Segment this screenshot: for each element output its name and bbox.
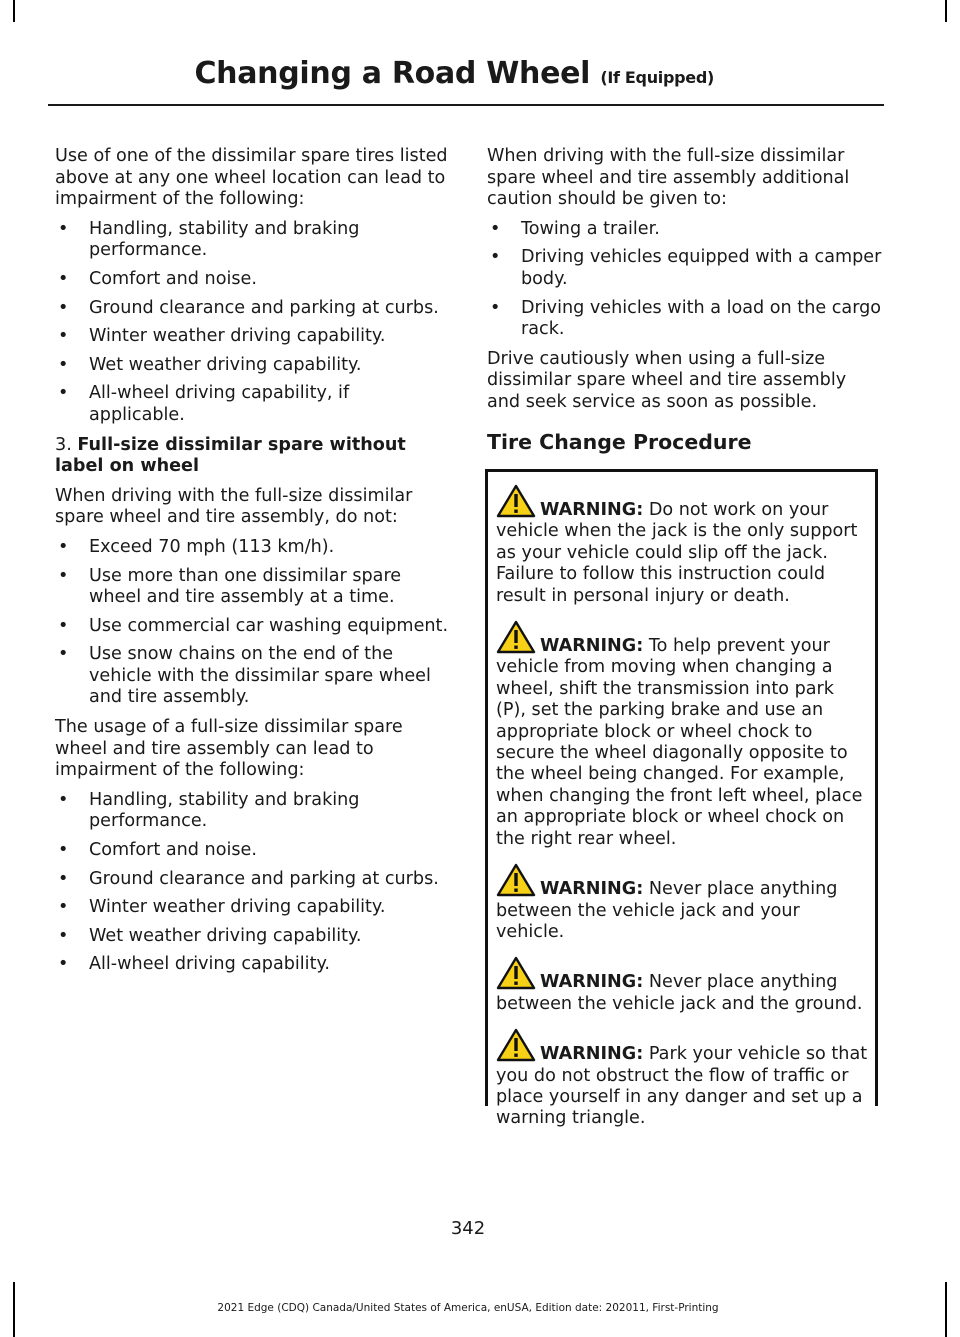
left-para-2: When driving with the full-size dissimilar spare wheel and tire assembly, do not: [55,485,413,528]
list-item: • Use more than one dissimilar spare wheel and tire assembly at a time. [55,566,450,609]
caution-list [487,219,882,341]
list-item: • Handling, stability and braking performance. [55,219,450,262]
list-item: • Winter weather driving capability. [55,897,450,919]
impairment-list-1 [55,219,450,427]
warning-label: WARNING: [540,500,644,520]
section-title: Full-size dissimilar spare without label on wheel [55,434,406,477]
warning-label: WARNING: [540,1044,644,1065]
chapter-title: Changing a Road Wheel [194,56,591,91]
crop-mark-top-right [945,0,947,22]
right-column [487,146,882,479]
list-item: • Use snow chains on the end of the vehicle with the dissimilar spare wheel and tire assembly. [55,644,450,709]
chapter-subtitle: (If Equipped) [600,68,714,87]
warning-triangle-icon [496,863,536,897]
left-para-3: The usage of a full-size dissimilar spare wheel and tire assembly can lead to impairment of the following: [55,717,403,781]
warning-text: Never place anything between the vehicle jack and your vehicle. [496,879,838,942]
list-item: • Comfort and noise. [55,840,450,862]
warning-2 [488,620,875,850]
right-para-2: Drive cautiously when using a full-size dissimilar spare wheel and tire assembly and seek service as soon as possible. [487,348,847,412]
warning-text: To help prevent your vehicle from moving when changing a wheel, shift the transmission into park (P), set the parking brake and use an appropriate block or wheel chock to secure the wheel diagonally opposite to the wheel being changed. For example, when changing the front left wheel, place an appropriate block or wheel chock on the right rear wheel. [496,636,863,849]
page-header-title [194,56,714,91]
list-item: • Ground clearance and parking at curbs. [55,869,450,891]
list-item: • Wet weather driving capability. [55,926,450,948]
list-item: • Handling, stability and braking performance. [55,790,450,833]
warning-label: WARNING: [540,879,644,900]
warning-3 [488,863,875,943]
list-item: • Driving vehicles with a load on the cargo rack. [487,298,882,341]
list-item: • Wet weather driving capability. [55,355,450,377]
list-item: • Ground clearance and parking at curbs. [55,298,450,320]
section-3-heading [55,435,450,478]
crop-mark-bottom-right [945,1282,947,1337]
footer-edition-info: 2021 Edge (CDQ) Canada/United States of America, enUSA, Edition date: 202011, First-Printing [217,1302,719,1314]
left-intro: Use of one of the dissimilar spare tires listed above at any one wheel location can lead to impairment of the following: [55,146,448,210]
warning-triangle-icon [496,1028,536,1062]
warning-label: WARNING: [540,972,644,993]
crop-mark-top-left [13,0,15,22]
left-column [55,146,450,984]
page-number: 342 [450,1218,486,1239]
warning-triangle-icon [496,956,536,990]
list-item: • Exceed 70 mph (113 km/h). [55,537,450,559]
impairment-list-2 [55,790,450,976]
warning-1 [488,484,875,607]
list-item: • Use commercial car washing equipment. [55,616,450,638]
warning-text: Park your vehicle so that you do not obstruct the flow of traffic or place yourself in any danger and set up a warning triangle. [496,1044,868,1129]
list-item: • All-wheel driving capability, if applicable. [55,383,450,426]
warning-text: Do not work on your vehicle when the jack is the only support as your vehicle could slip off the jack. Failure to follow this instruction could result in personal injury or death. [496,500,858,606]
warning-5 [488,1028,875,1130]
list-item: • Winter weather driving capability. [55,326,450,348]
warning-4 [488,956,875,1015]
list-item: • Comfort and noise. [55,269,450,291]
right-intro: When driving with the full-size dissimilar spare wheel and tire assembly additional caution should be given to: [487,146,850,210]
warning-text: Never place anything between the vehicle jack and the ground. [496,972,863,1014]
list-item: • Driving vehicles equipped with a camper body. [487,247,882,290]
section-heading-tire-change: Tire Change Procedure [487,429,752,454]
warning-triangle-icon [496,484,536,518]
do-not-list [55,537,450,709]
warning-label: WARNING: [540,636,644,657]
section-number: 3. [55,434,72,455]
list-item: • Towing a trailer. [487,219,882,241]
warnings-box [485,469,878,1129]
warning-triangle-icon [496,620,536,654]
header-rule [48,104,884,106]
list-item: • All-wheel driving capability. [55,954,450,976]
